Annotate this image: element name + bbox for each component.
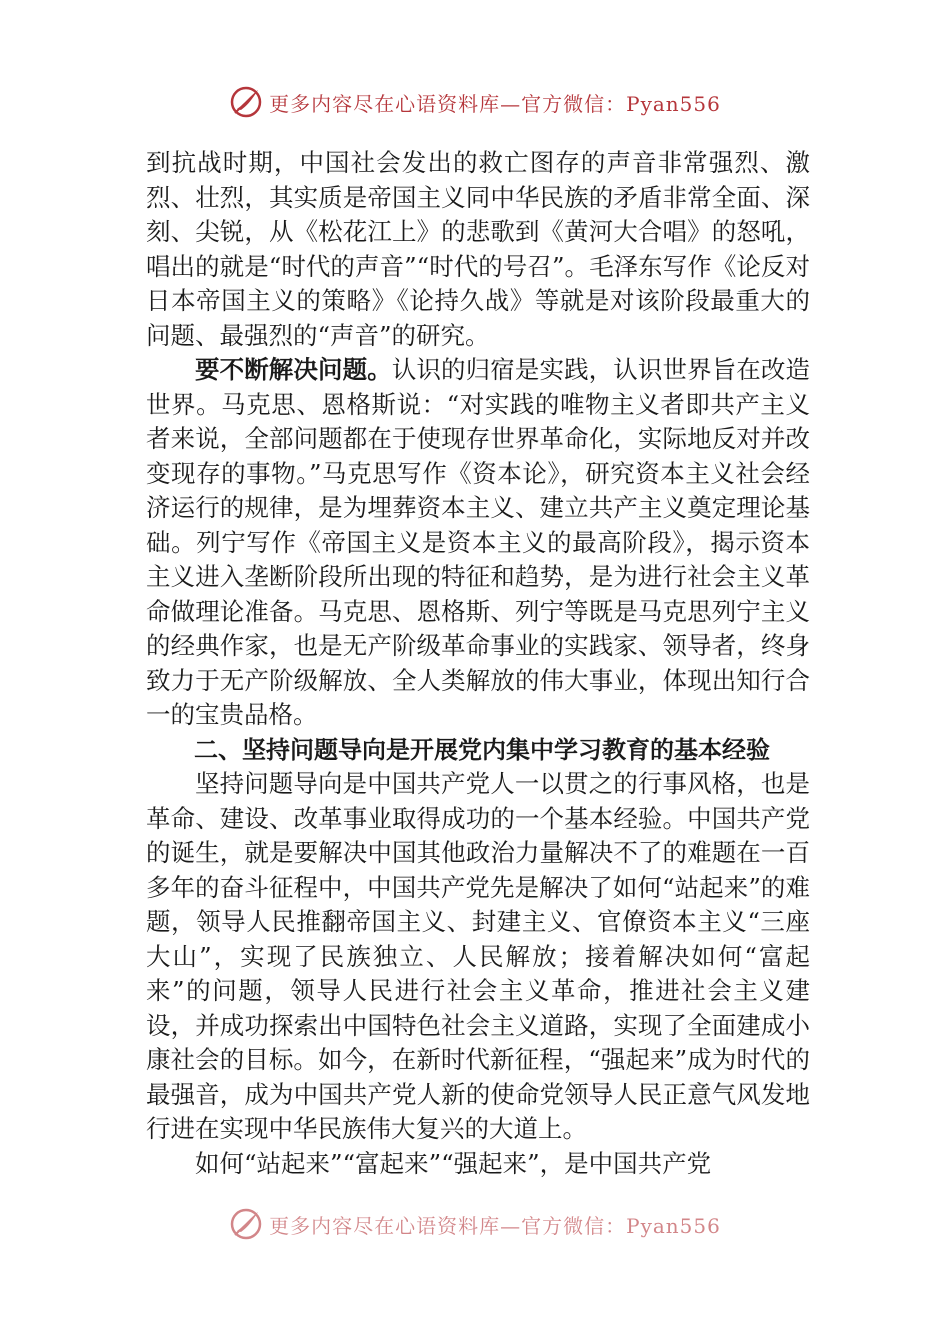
- footer-watermark-text: 更多内容尽在心语资料库—官方微信：Pyan556: [269, 1213, 721, 1238]
- section-heading-2: 二、坚持问题导向是开展党内集中学习教育的基本经验: [194, 735, 770, 764]
- header-watermark-text: 更多内容尽在心语资料库—官方微信：Pyan556: [269, 91, 721, 116]
- paragraph-1: 到抗战时期，中国社会发出的救亡图存的声音非常强烈、激烈、壮烈，其实质是帝国主义同中华民族的矛盾非常全面、深刻、尖锐，从《松花江上》的悲歌到《黄河大合唱》的怒吼，唱出的就是“时代的声音”“时代的号召”。毛泽东写作《论反对日本帝国主义的策略》《论持久战》等就是对该阶段最重大的问题、最强烈的“声音”的研究。: [146, 148, 810, 350]
- paragraph-4: 如何“站起来”“富起来”“强起来”，是中国共产党: [195, 1148, 712, 1178]
- paragraph-2-text: 认识的归宿是实践，认识世界旨在改造世界。马克思、恩格斯说：“对实践的唯物主义者即共产主义者来说，全部问题都在于使现存世界革命化，实际地反对并改变现存的事物。”马克思写作《资本论》，研究资本主义社会经济运行的规律，是为埋葬资本主义、建立共产主义奠定理论基础。列宁写作《帝国主义是资本主义的最高阶段》，揭示资本主义进入垄断阶段所出现的特征和趋势，是为进行社会主义革命做理论准备。马克思、恩格斯、列宁等既是马克思列宁主义的经典作家，也是无产阶级革命事业的实践家、领导者，终身致力于无产阶级解放、全人类解放的伟大事业，体现出知行合一的宝贵品格。: [146, 355, 811, 729]
- footer-watermark: [0, 1204, 950, 1244]
- header-watermark: [0, 82, 950, 122]
- paragraph-3: 坚持问题导向是中国共产党人一以贯之的行事风格，也是革命、建设、改革事业取得成功的一个基本经验。中国共产党的诞生，就是要解决中国其他政治力量解决不了的难题在一百多年的奋斗征程中，中国共产党先是解决了如何“站起来”的难题，领导人民推翻帝国主义、封建主义、官僚资本主义“三座大山”，实现了民族独立、人民解放；接着解决如何“富起来”的问题，领导人民进行社会主义革命，推进社会主义建设，并成功探索出中国特色社会主义道路，实现了全面建成小康社会的目标。如今，在新时代新征程，“强起来”成为时代的最强音，成为中国共产党人新的使命党领导人民正意气风发地行进在实现中华民族伟大复兴的大道上。: [146, 769, 810, 1143]
- document-body: [146, 146, 810, 1181]
- quill-pen-circle-icon: [229, 85, 263, 119]
- quill-pen-circle-icon: [229, 1207, 263, 1241]
- paragraph-2-lead: 要不断解决问题。: [195, 355, 392, 384]
- paragraph-2: [146, 353, 810, 733]
